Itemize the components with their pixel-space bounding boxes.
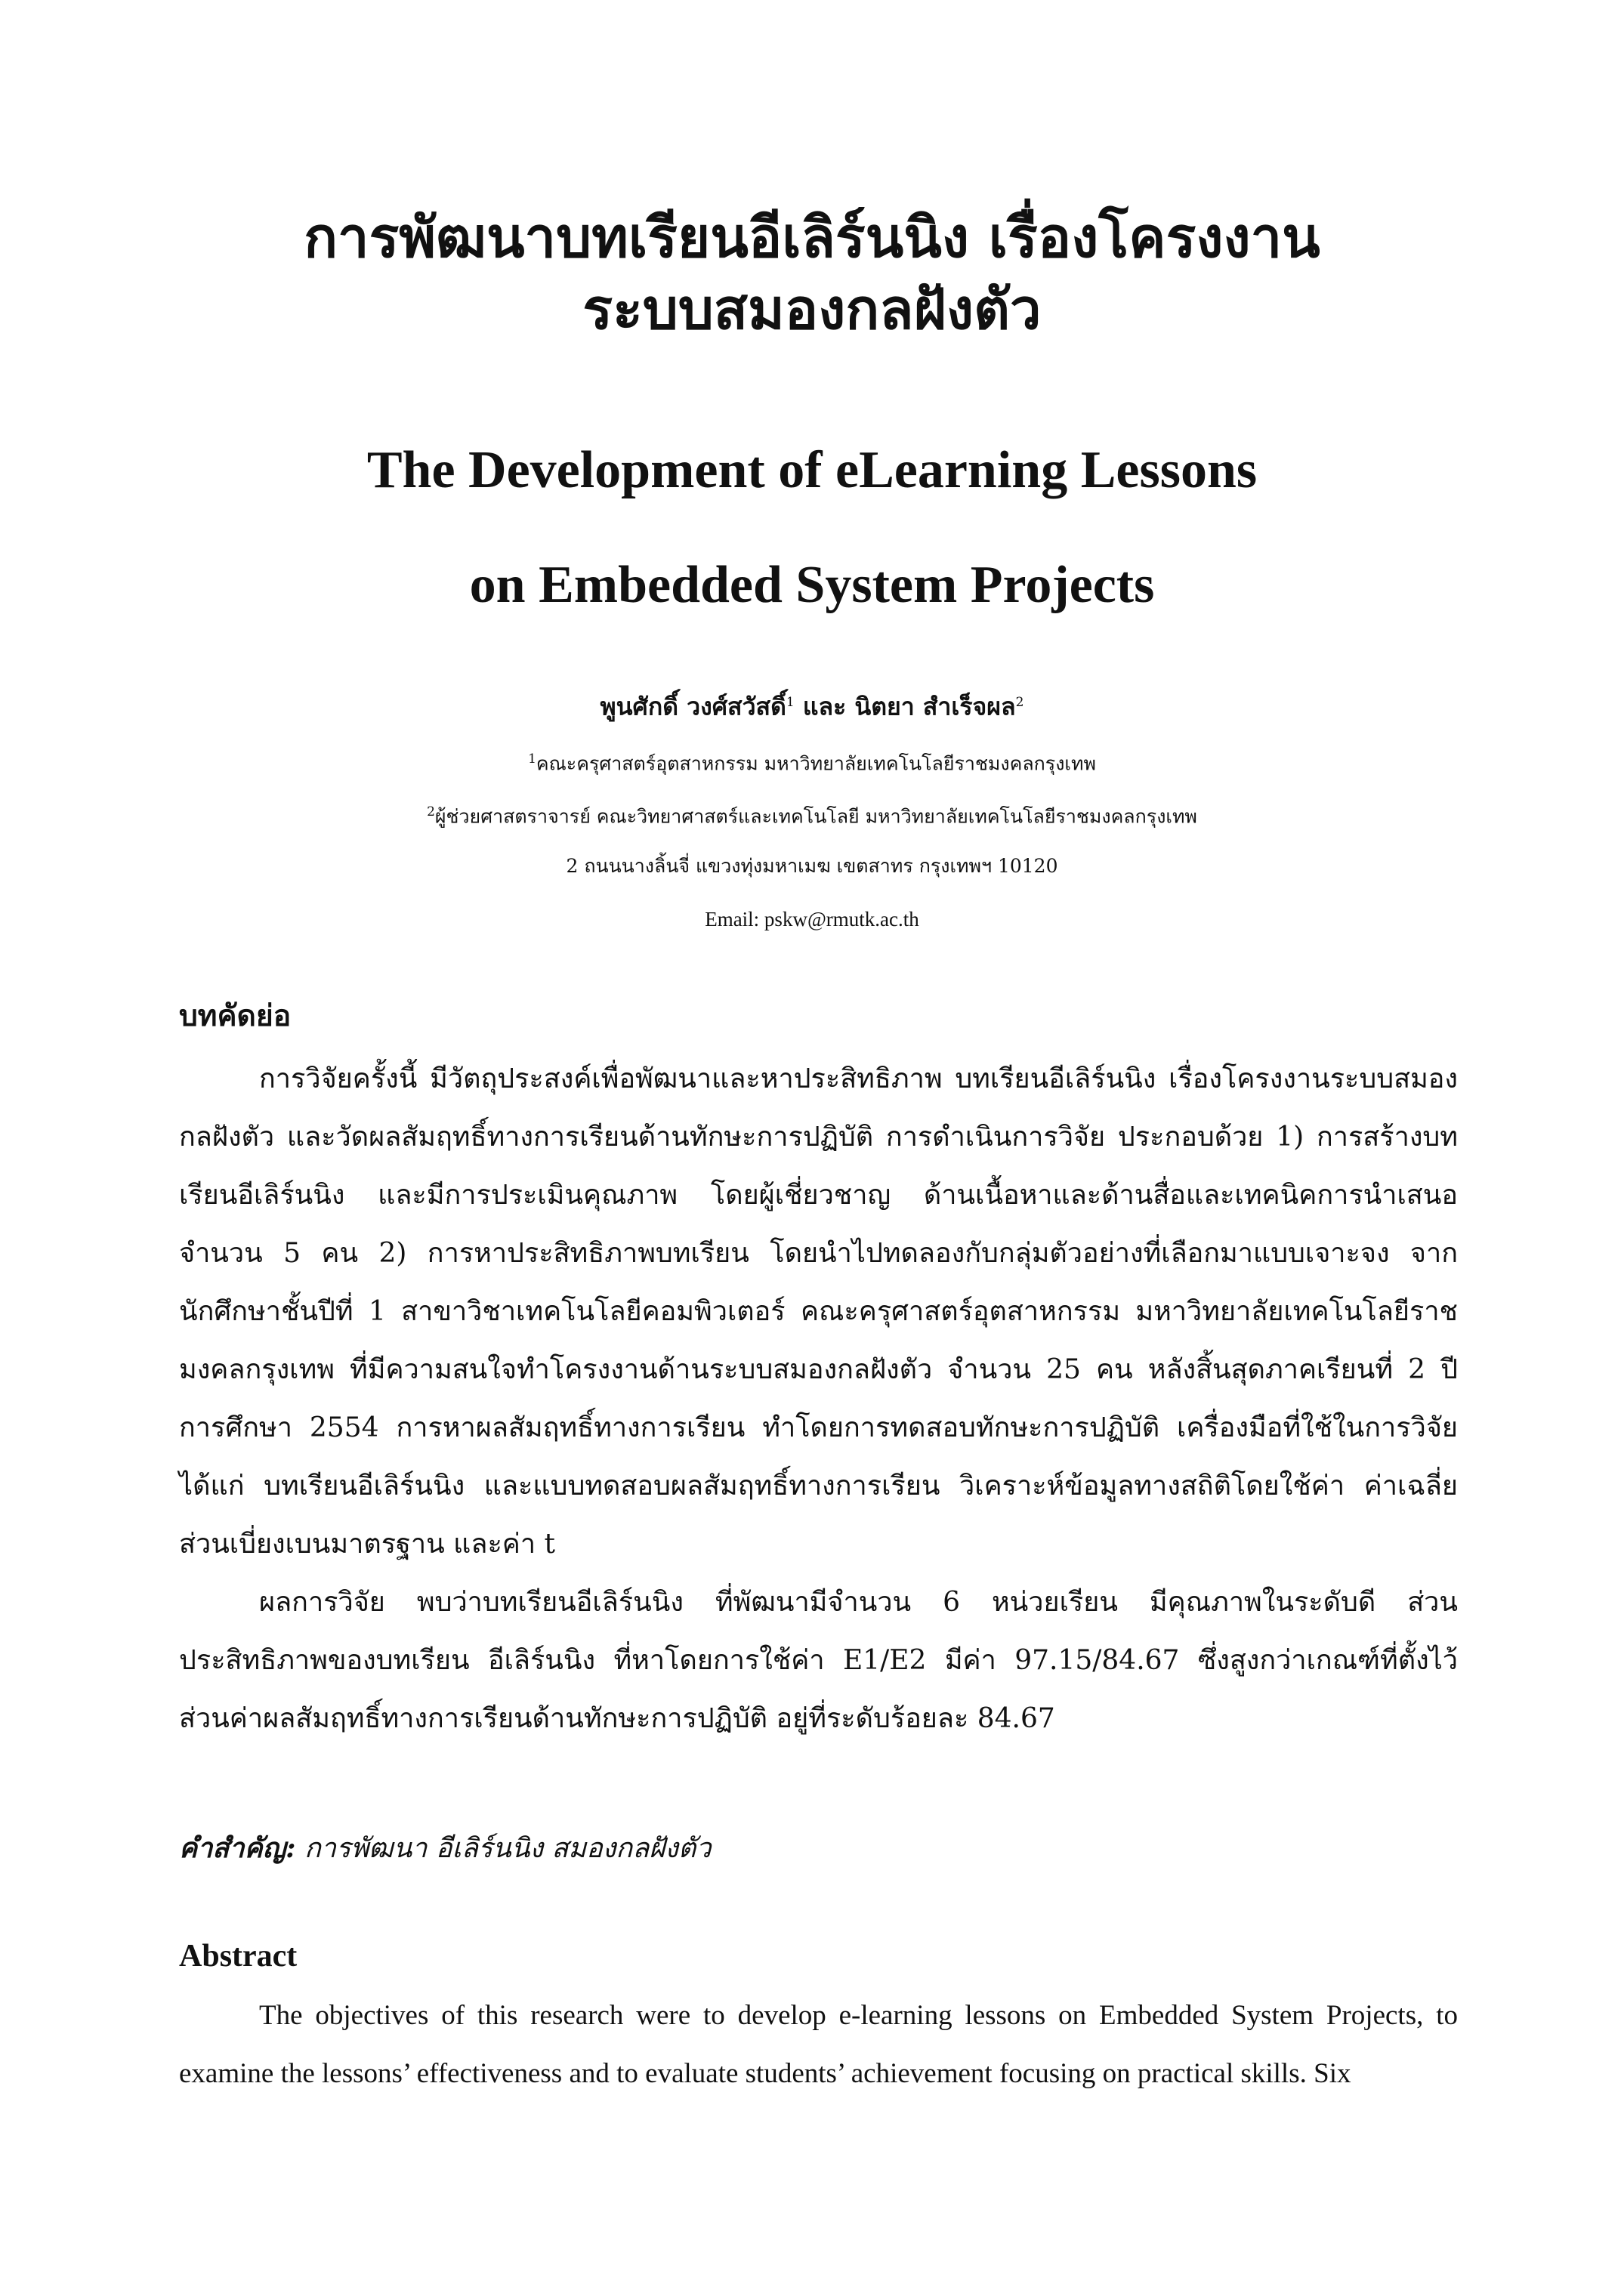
thai-abstract-paragraph-2: ผลการวิจัย พบว่าบทเรียนอีเลิร์นนิง ที่พัฒนามีจำนวน 6 หน่วยเรียน มีคุณภาพในระดับดี ส่วนประสิทธิภาพของบทเรียน อีเลิร์นนิง ที่หาโดยการใช้ค่า E1/E2 มีค่า 97.15/84.67 ซึ่งสูงกว่าเกณฑ์ที่ตั้งไว้ ส่วนค่าผลสัมฤทธิ์ทางการเรียนด้านทักษะการปฏิบัติ อยู่ที่ระดับร้อยละ 84.67 [179,1587,1458,1734]
author-1-name: พูนศักดิ์ วงศ์สวัสดิ์ [600,692,786,721]
english-title-line-2: on Embedded System Projects [469,556,1155,614]
keywords-text: การพัฒนา อีเลิร์นนิง สมองกลฝังตัว [295,1833,712,1864]
authors-conjunction: และ [794,692,855,721]
affiliation-1-mark: 1 [528,751,536,767]
thai-title-line-2: ระบบสมองกลฝังตัว [582,277,1042,342]
affiliation-email: Email: pskw@rmutk.ac.th [705,908,919,930]
english-title-line-1: The Development of eLearning Lessons [366,441,1258,499]
english-abstract-paragraph-1: The objectives of this research were to develop e-learning lessons on Embedded System Projects, to examine the lessons’ effectiveness and to evaluate students’ achievement focusing on practical skills. Six [179,2000,1458,2089]
author-1-mark: 1 [786,695,795,710]
affiliation-2 [0,797,1624,832]
keywords-line [179,1829,711,1868]
english-abstract-body [179,1986,1458,2103]
authors-line [0,685,1624,724]
thai-abstract-body [179,1050,1458,1748]
affiliation-address: 2 ถนนนางลิ้นจี่ แขวงทุ่งมหาเมฆ เขตสาทร กรุงเทพฯ 10120 [566,855,1058,877]
affiliation-2-mark: 2 [427,804,435,819]
author-2-mark: 2 [1015,695,1024,710]
affiliation-1 [0,744,1624,779]
english-abstract-heading: Abstract [179,1939,298,1974]
thai-abstract-paragraph-1: การวิจัยครั้งนี้ มีวัตถุประสงค์เพื่อพัฒนาและหาประสิทธิภาพ บทเรียนอีเลิร์นนิง เรื่องโครงงานระบบสมองกลฝังตัว และวัดผลสัมฤทธิ์ทางการเรียนด้านทักษะการปฏิบัติ การดำเนินการวิจัย ประกอบด้วย 1) การสร้างบทเรียนอีเลิร์นนิง และมีการประเมินคุณภาพ โดยผู้เชี่ยวชาญ ด้านเนื้อหาและด้านสื่อและเทคนิคการนำเสนอ จำนวน 5 คน 2) การหาประสิทธิภาพบทเรียน โดยนำไปทดลองกับกลุ่มตัวอย่างที่เลือกมาแบบเจาะจง จากนักศึกษาชั้นปีที่ 1 สาขาวิชาเทคโนโลยีคอมพิวเตอร์ คณะครุศาสตร์อุตสาหกรรม มหาวิทยาลัยเทคโนโลยีราชมงคลกรุงเทพ ที่มีความสนใจทำโครงงานด้านระบบสมองกลฝังตัว จำนวน 25 คน หลังสิ้นสุดภาคเรียนที่ 2 ปีการศึกษา 2554 การหาผลสัมฤทธิ์ทางการเรียน ทำโดยการทดสอบทักษะการปฏิบัติ เครื่องมือที่ใช้ในการวิจัย ได้แก่ บทเรียนอีเลิร์นนิง และแบบทดสอบผลสัมฤทธิ์ทางการเรียน วิเคราะห์ข้อมูลทางสถิติโดยใช้ค่า ค่าเฉลี่ย ส่วนเบี่ยงเบนมาตรฐาน และค่า t [179,1063,1458,1560]
thai-abstract-heading: บทคัดย่อ [179,998,292,1033]
affiliation-2-text: ผู้ช่วยศาสตราจารย์ คณะวิทยาศาสตร์และเทคโนโลยี มหาวิทยาลัยเทคโนโลยีราชมงคลกรุงเทพ [434,805,1197,828]
author-2-name: นิตยา สำเร็จผล [854,692,1016,721]
keywords-label: คำสำคัญ: [179,1832,296,1864]
thai-title-line-1: การพัฒนาบทเรียนอีเลิร์นนิง เรื่องโครงงาน [304,205,1320,270]
affiliation-1-text: คณะครุศาสตร์อุตสาหกรรม มหาวิทยาลัยเทคโนโลยีราชมงคลกรุงเทพ [536,752,1096,775]
